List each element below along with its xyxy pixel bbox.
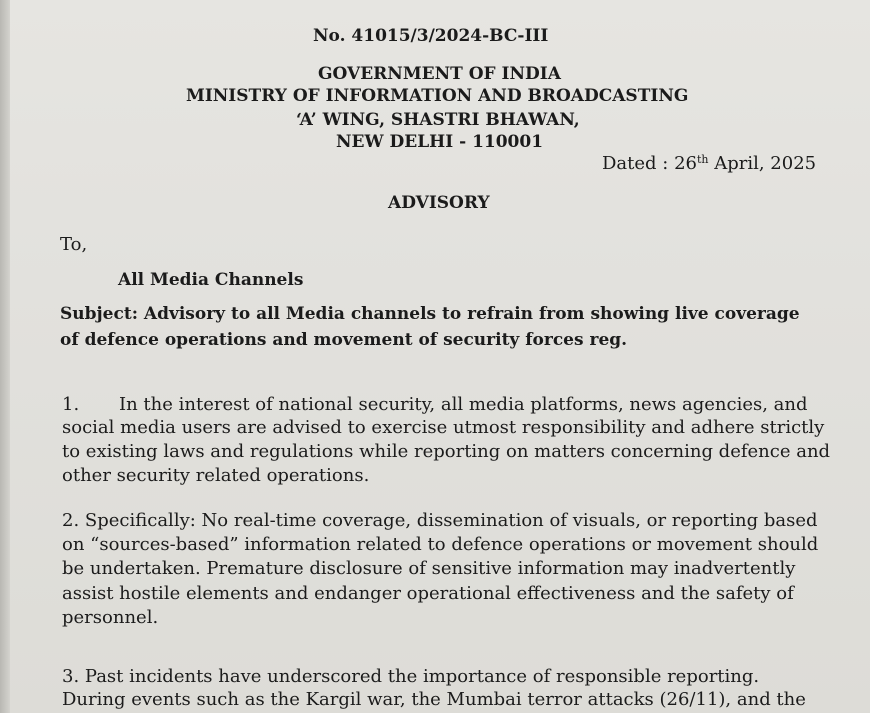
dated-ordinal: th (696, 153, 709, 166)
header-government: GOVERNMENT OF INDIA (318, 64, 561, 84)
paragraph-3-line-1: 3. Past incidents have underscored the importance of responsible reporting. (62, 666, 760, 687)
header-city: NEW DELHI - 110001 (336, 132, 544, 152)
paragraph-2-line-3: be undertaken. Premature disclosure of sensitive information may inadvertently (62, 558, 796, 579)
page-left-edge (0, 0, 10, 713)
paragraph-1-number: 1. (62, 394, 80, 415)
paragraph-2-line-5: personnel. (62, 607, 159, 628)
paragraph-1-text-1: In the interest of national security, all media platforms, news agencies, and (119, 394, 808, 415)
reference-number: No. 41015/3/2024-BC-III (313, 26, 549, 46)
salutation: To, (60, 234, 88, 255)
paragraph-2-line-2: on “sources-based” information related to defence operations or movement should (62, 534, 819, 555)
recipient: All Media Channels (118, 270, 304, 290)
dated-prefix: Dated : 26 (602, 153, 697, 174)
header-ministry: MINISTRY OF INFORMATION AND BROADCASTING (186, 86, 689, 106)
paragraph-3-line-2: During events such as the Kargil war, the Mumbai terror attacks (26/11), and the (62, 689, 806, 710)
subject-line-1: Subject: Advisory to all Media channels to refrain from showing live coverage (60, 304, 800, 324)
paragraph-1-line-1 (62, 394, 808, 415)
paragraph-1-line-4: other security related operations. (62, 465, 370, 486)
paragraph-1-line-3: to existing laws and regulations while reporting on matters concerning defence and (62, 441, 831, 462)
dated-rest: April, 2025 (708, 153, 817, 174)
header-wing: ‘A’ WING, SHASTRI BHAWAN, (296, 110, 580, 130)
paragraph-2-line-1: 2. Specifically: No real-time coverage, dissemination of visuals, or reporting based (62, 510, 818, 531)
paragraph-2-line-4: assist hostile elements and endanger operational effectiveness and the safety of (62, 583, 794, 604)
paragraph-1-line-2: social media users are advised to exercise utmost responsibility and adhere strictly (62, 417, 825, 438)
subject-line-2: of defence operations and movement of security forces reg. (60, 330, 628, 350)
document-title: ADVISORY (388, 193, 490, 213)
dated-line (602, 153, 816, 174)
